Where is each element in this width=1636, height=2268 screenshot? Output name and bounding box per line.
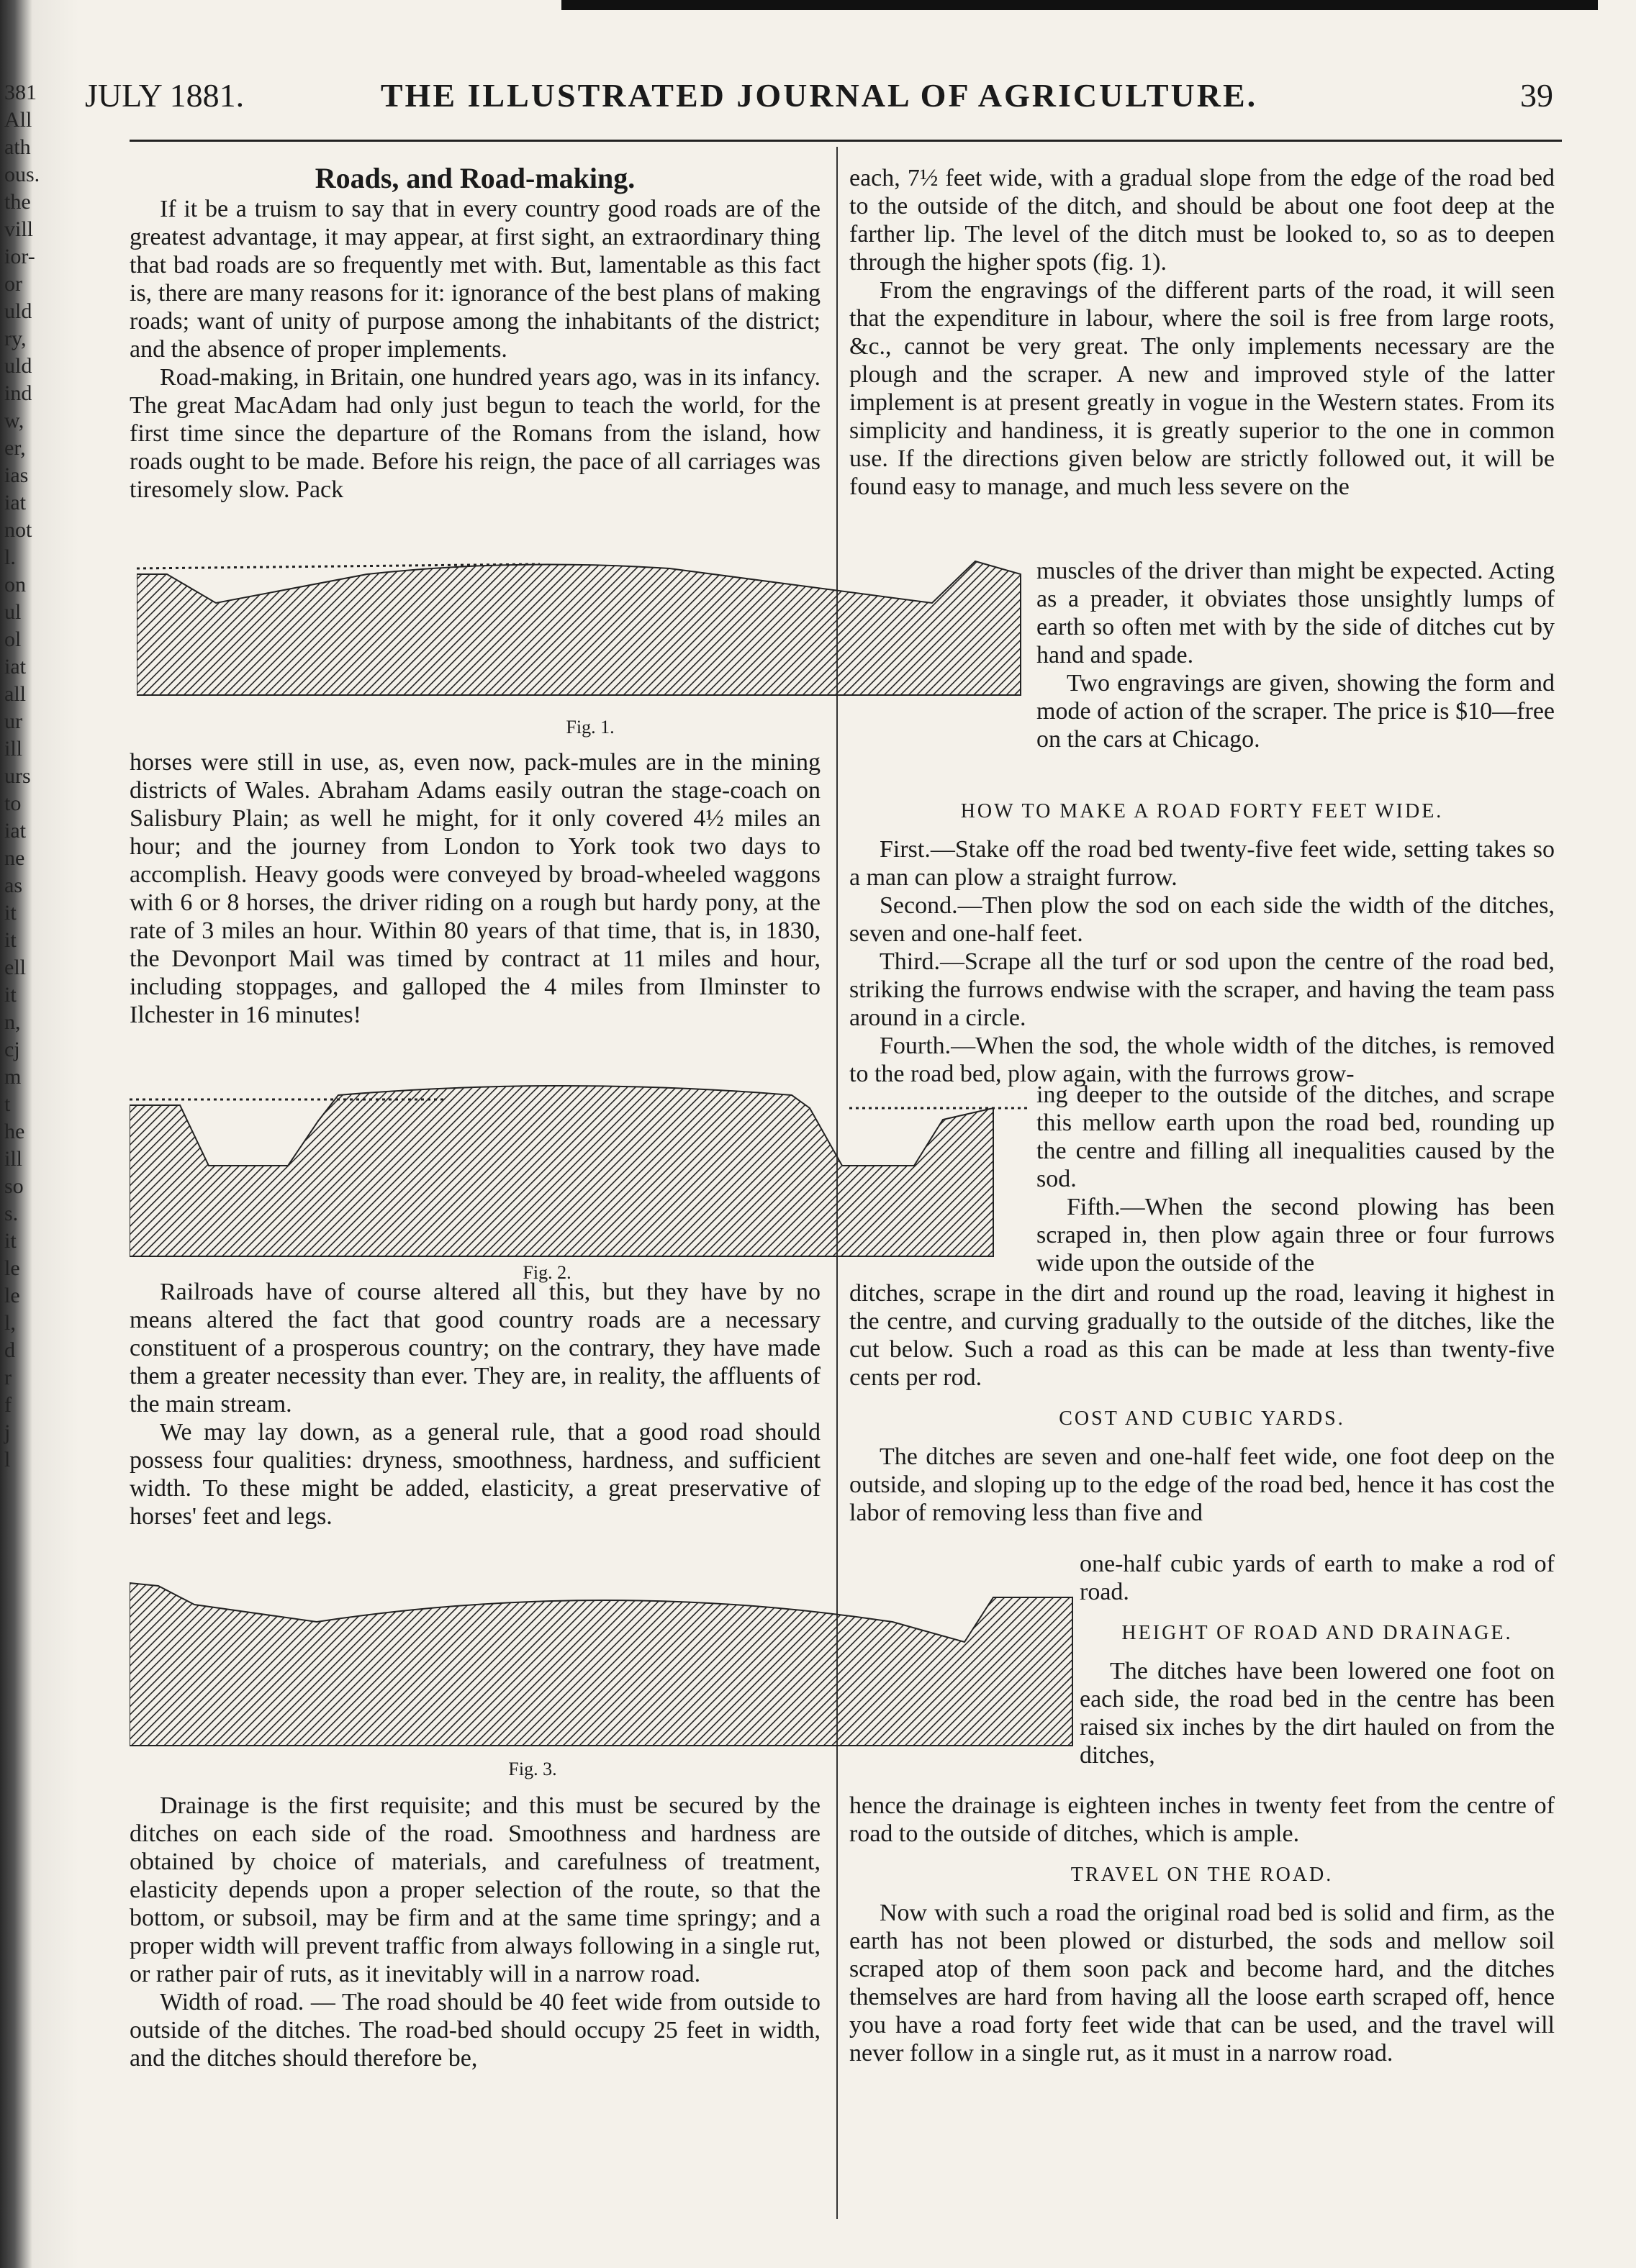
- margin-fragment: ne: [4, 846, 25, 870]
- margin-fragment: it: [4, 1229, 17, 1253]
- margin-fragment: 381: [4, 81, 37, 104]
- paragraph: Drainage is the first requisite; and this must be secured by the ditches on each side of the road. Smoothness and hardness are obtained by choice of materials, and carefulness of treatment, elasticity depends upon a proper selection of the route, so that the bottom, or subsoil, may be firm and at the same time springy; and a proper width will prevent traffic from always following in a single rut, or rather pair of ruts, as it inevitably will in a narrow road.: [130, 1792, 821, 1987]
- cost-section: [849, 1279, 1555, 1527]
- top-border-bar: [561, 0, 1598, 10]
- figure-3-caption: Fig. 3.: [508, 1759, 557, 1779]
- history-paragraph: [130, 748, 821, 1029]
- margin-fragment: as: [4, 874, 22, 897]
- ditch-and-tools: [849, 164, 1555, 501]
- margin-fragment: s.: [4, 1202, 19, 1225]
- margin-fragment: t: [4, 1092, 11, 1116]
- section-heading: HOW TO MAKE A ROAD FORTY FEET WIDE.: [960, 800, 1444, 822]
- step-fifth: Fifth.—When the second plowing has been scraped in, then plow again three or four furrows wide upon the outside of the: [1036, 1194, 1555, 1276]
- margin-fragment: iat: [4, 655, 26, 679]
- paragraph: muscles of the driver than might be expected. Acting as a preader, it obviates those unsightly lumps of earth so often met with by the side of ditches cut by hand and spade.: [1036, 558, 1555, 668]
- section-heading: COST AND CUBIC YARDS.: [1059, 1407, 1345, 1430]
- paragraph: Width of road. — The road should be 40 feet wide from outside to outside of the ditches. The road-bed should occupy 25 feet in width, and the ditches should therefore be,: [130, 1989, 821, 2072]
- paragraph: ing deeper to the outside of the ditches, and scrape this mellow earth upon the road bed, rounding up the centre and filling all inequalities caused by the sod.: [1036, 1081, 1555, 1192]
- journal-title: THE ILLUSTRATED JOURNAL OF AGRICULTURE.: [380, 77, 1258, 114]
- margin-fragment: r: [4, 1366, 12, 1389]
- page-header: [85, 76, 1553, 127]
- margin-fragment: ior-: [4, 245, 35, 268]
- paragraph: The ditches have been lowered one foot on each side, the road bed in the centre has been raised six inches by the dirt hauled on from the ditches,: [1080, 1658, 1555, 1769]
- margin-fragment: le: [4, 1256, 20, 1280]
- margin-fragment: to: [4, 791, 22, 815]
- paragraph: From the engravings of the different parts of the road, it will seen that the expenditure in labour, where the soil is free from large roots, &c., cannot be very great. The only implements necessary are the plough and the scraper. A new and improved style of the latter implement is at present greatly in vogue in the Western states. From its simplicity and handiness, it is greatly superior to the one in common use. If the directions given below are strictly followed out, it will be found easy to manage, and much less severe on the: [849, 277, 1555, 500]
- paragraph: The ditches are seven and one-half feet wide, one foot deep on the outside, and sloping up to the edge of the road bed, hence it has cost the labor of removing less than five and: [849, 1443, 1555, 1526]
- margin-fragment: All: [4, 108, 32, 132]
- margin-fragment: le: [4, 1284, 20, 1307]
- qualities-section: [130, 1278, 821, 1530]
- margin-fragment: l.: [4, 545, 16, 569]
- margin-fragment: d: [4, 1338, 15, 1362]
- road-cross-section-3: [130, 1576, 1087, 1748]
- paragraph: Now with such a road the original road bed is solid and firm, as the earth has not been plowed or disturbed, the sods and mellow soil scraped atop of them soon pack and become hard, and the ditches themselves are hard from having all the loose earth scraped off, hence you have a road forty feet wide that can be used, and the travel will never follow in a single rut, as it must in a narrow road.: [849, 1900, 1555, 2067]
- margin-fragment: it: [4, 901, 17, 925]
- drainage-section: [130, 1792, 821, 2072]
- cost-continued: [1080, 1550, 1555, 1769]
- margin-fragment: j: [4, 1420, 11, 1444]
- margin-fragment: l,: [4, 1311, 16, 1335]
- scraper-description: [1036, 557, 1555, 753]
- margin-fragment: iat: [4, 491, 26, 514]
- paragraph: horses were still in use, as, even now, pack-mules are in the mining districts of Wales. Abraham Adams easily outran the stage-coach on Salisbury Plain; as well he might, for it only covered 4½ miles an hour; and the journey from London to York took two days to accomplish. Heavy goods were conveyed by broad-wheeled waggons with 6 or 8 horses, the driver riding on a rough but hardy pony, at the rate of 3 miles an hour. Within 80 years of that time, that is, in 1830, the Devonport Mail was timed by contract at 11 miles and hour, including stoppages, and galloped the 4 miles from Ilminster to Ilchester in 16 minutes!: [130, 749, 821, 1028]
- margin-fragment: cj: [4, 1038, 20, 1061]
- step-four-continued: [1036, 1081, 1555, 1277]
- how-to-section: [849, 784, 1555, 1088]
- margin-fragment: or: [4, 272, 22, 296]
- margin-fragment: ul: [4, 600, 22, 624]
- margin-fragment: ias: [4, 463, 29, 487]
- margin-fragment: w,: [4, 409, 24, 432]
- travel-section: [849, 1792, 1555, 2067]
- section-heading: HEIGHT OF ROAD AND DRAINAGE.: [1121, 1622, 1513, 1644]
- margin-fragment: iat: [4, 819, 26, 843]
- article-title: Roads, and Road-making.: [315, 162, 636, 194]
- section-heading: TRAVEL ON THE ROAD.: [1070, 1864, 1334, 1886]
- paragraph: We may lay down, as a general rule, that a good road should possess four qualities: dryness, smoothness, hardness, and sufficient width. To these might be added, elasticity, a great preservative of horses' feet and legs.: [130, 1419, 821, 1530]
- margin-fragment: ous.: [4, 163, 40, 186]
- margin-fragment: on: [4, 573, 26, 597]
- margin-fragment: uld: [4, 354, 32, 378]
- margin-fragment: urs: [4, 764, 31, 788]
- margin-fragment: it: [4, 928, 17, 952]
- margin-fragment: not: [4, 518, 32, 542]
- figure-3: [130, 1576, 1087, 1748]
- step-third: Third.—Scrape all the turf or sod upon the centre of the road bed, striking the furrows endwise with the scraper, and having the team pass around in a circle.: [849, 948, 1555, 1031]
- paragraph: Two engravings are given, showing the form and mode of action of the scraper. The price is $10—free on the cars at Chicago.: [1036, 670, 1555, 753]
- paragraph: Railroads have of course altered all this, but they have by no means altered the fact that good country roads are a necessary constituent of a prosperous country; on the contrary, they have made them a greater necessity than ever. They are, in reality, the affluents of the main stream.: [130, 1279, 821, 1418]
- page-number: 39: [1520, 77, 1553, 114]
- step-first: First.—Stake off the road bed twenty-five feet wide, setting takes so a man can plow a straight furrow.: [849, 836, 1555, 891]
- margin-fragment: f: [4, 1393, 12, 1417]
- margin-fragment: ur: [4, 709, 22, 733]
- margin-fragment: n,: [4, 1010, 21, 1034]
- margin-fragment: er,: [4, 436, 26, 460]
- margin-fragment: ath: [4, 135, 31, 159]
- paragraph: hence the drainage is eighteen inches in twenty feet from the centre of road to the outside of ditches, which is ample.: [849, 1792, 1555, 1847]
- paragraph: Road-making, in Britain, one hundred years ago, was in its infancy. The great MacAdam had only just begun to teach the world, for the first time since the departure of the Romans from the island, how roads ought to be made. Before his reign, the pace of all carriages was tiresomely slow. Pack: [130, 364, 821, 503]
- figure-1: [137, 554, 1029, 698]
- header-rule: [130, 140, 1562, 142]
- margin-fragment: it: [4, 983, 17, 1007]
- figure-1-caption: Fig. 1.: [566, 717, 615, 738]
- margin-fragment: ol: [4, 627, 22, 651]
- issue-date: JULY 1881.: [85, 77, 245, 114]
- margin-fragment: l: [4, 1448, 11, 1471]
- scanned-margin-strip: [0, 0, 79, 2268]
- step-second: Second.—Then plow the sod on each side the width of the ditches, seven and one-half feet.: [849, 892, 1555, 947]
- step-fourth: Fourth.—When the sod, the whole width of the ditches, is removed to the road bed, plow again, with the furrows grow-: [849, 1033, 1555, 1087]
- margin-fragment: ill: [4, 737, 23, 761]
- margin-fragment: he: [4, 1120, 25, 1143]
- paragraph: ditches, scrape in the dirt and round up the road, leaving it highest in the centre, and curving gradually to the outside of the ditches, like the cut below. Such a road as this can be made at less than twenty-five cents per rod.: [849, 1280, 1555, 1391]
- margin-fragment: the: [4, 190, 31, 214]
- margin-fragment: uld: [4, 299, 32, 323]
- road-cross-section-1: [137, 554, 1029, 698]
- margin-fragment: ill: [4, 1147, 23, 1171]
- margin-fragment: m: [4, 1065, 22, 1089]
- paragraph: If it be a truism to say that in every country good roads are of the greatest advantage, it may appear, at first sight, an extraordinary thing that bad roads are so frequently met with. But, lamentable as this fact is, there are many reasons for it: ignorance of the best plans of making roads; want of unity of purpose among the inhabitants of the district; and the absence of proper implements.: [130, 196, 821, 363]
- margin-fragment: vill: [4, 217, 34, 241]
- margin-fragment: ell: [4, 956, 26, 979]
- margin-fragment: ind: [4, 381, 32, 405]
- margin-fragment: so: [4, 1174, 24, 1198]
- article-intro: [130, 164, 821, 504]
- paragraph: one-half cubic yards of earth to make a rod of road.: [1080, 1551, 1555, 1605]
- figure-2-caption: Fig. 2.: [523, 1262, 571, 1283]
- paragraph: each, 7½ feet wide, with a gradual slope from the edge of the road bed to the outside of the ditch, and should be about one foot deep at the farther lip. The level of the ditch must be looked to, so as to deepen through the higher spots (fig. 1).: [849, 165, 1555, 276]
- margin-fragment: ry,: [4, 327, 27, 350]
- margin-fragment: all: [4, 682, 26, 706]
